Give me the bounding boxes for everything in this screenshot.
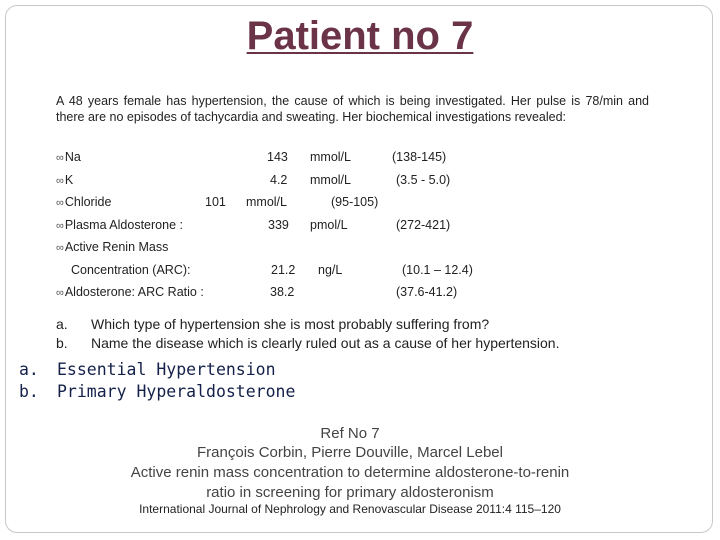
lab-range: (95-105) (331, 195, 379, 209)
bullet-icon: ∞ (56, 152, 64, 164)
answer-a-marker: a. (19, 360, 39, 379)
lab-name: Na (64, 150, 81, 164)
lab-unit: ng/L (318, 263, 343, 277)
question-a: Which type of hypertension she is most probably suffering from? (91, 316, 490, 332)
lab-value: 21.2 (271, 263, 296, 277)
lab-unit: mmol/L (310, 173, 351, 187)
question-b-marker: b. (56, 335, 68, 351)
bullet-icon: ∞ (56, 242, 64, 254)
lab-value: 4.2 (270, 173, 288, 187)
lab-name: K (64, 173, 74, 187)
reference-title-line1: Active renin mass concentration to determine aldosterone-to-renin (130, 464, 570, 481)
answer-b: Primary Hyperaldosterone (57, 382, 296, 401)
reference-authors: François Corbin, Pierre Douville, Marcel Lebel (197, 444, 503, 461)
lab-row-renin-heading (56, 240, 168, 254)
question-b: Name the disease which is clearly ruled out as a cause of her hypertension. (91, 335, 560, 351)
question-a-marker: a. (56, 316, 68, 332)
lab-value: 339 (268, 218, 289, 232)
lab-name: Active Renin Mass (64, 240, 169, 254)
bullet-icon: ∞ (56, 287, 64, 299)
answer-a: Essential Hypertension (57, 360, 276, 379)
lab-row-k (56, 173, 73, 187)
lab-name: Plasma Aldosterone : (64, 218, 183, 232)
bullet-icon: ∞ (56, 175, 64, 187)
lab-range: (37.6-41.2) (396, 285, 458, 299)
reference-label: Ref No 7 (320, 425, 380, 442)
bullet-icon: ∞ (56, 220, 64, 232)
lab-value: 101 (205, 195, 226, 209)
lab-row-ratio (56, 285, 204, 299)
lab-range: (272-421) (396, 218, 451, 232)
lab-unit: mmol/L (310, 150, 351, 164)
answer-b-marker: b. (19, 382, 39, 401)
lab-unit: mmol/L (246, 195, 287, 209)
lab-name-line2: Concentration (ARC): (71, 263, 191, 277)
case-description: A 48 years female has hypertension, the cause of which is being investigated. Her pulse is 78/min and there are no episodes of tachycardia and sweating. Her biochemical investigations revealed: (56, 94, 649, 124)
lab-name: Chloride (64, 195, 112, 209)
lab-value: 143 (267, 150, 288, 164)
reference-journal: International Journal of Nephrology and Renovascular Disease 2011:4 115–120 (139, 502, 561, 516)
reference-title-line2: ratio in screening for primary aldosteronism (206, 484, 494, 501)
lab-range: (3.5 - 5.0) (396, 173, 451, 187)
lab-range: (138-145) (392, 150, 447, 164)
lab-value: 38.2 (270, 285, 295, 299)
lab-unit: pmol/L (310, 218, 348, 232)
lab-row-aldosterone (56, 218, 183, 232)
slide-title: Patient no 7 (246, 14, 474, 58)
lab-range: (10.1 – 12.4) (402, 263, 473, 277)
lab-name: Aldosterone: ARC Ratio : (64, 285, 204, 299)
bullet-icon: ∞ (56, 197, 64, 209)
lab-row-chloride (56, 195, 111, 209)
lab-row-na (56, 150, 81, 164)
